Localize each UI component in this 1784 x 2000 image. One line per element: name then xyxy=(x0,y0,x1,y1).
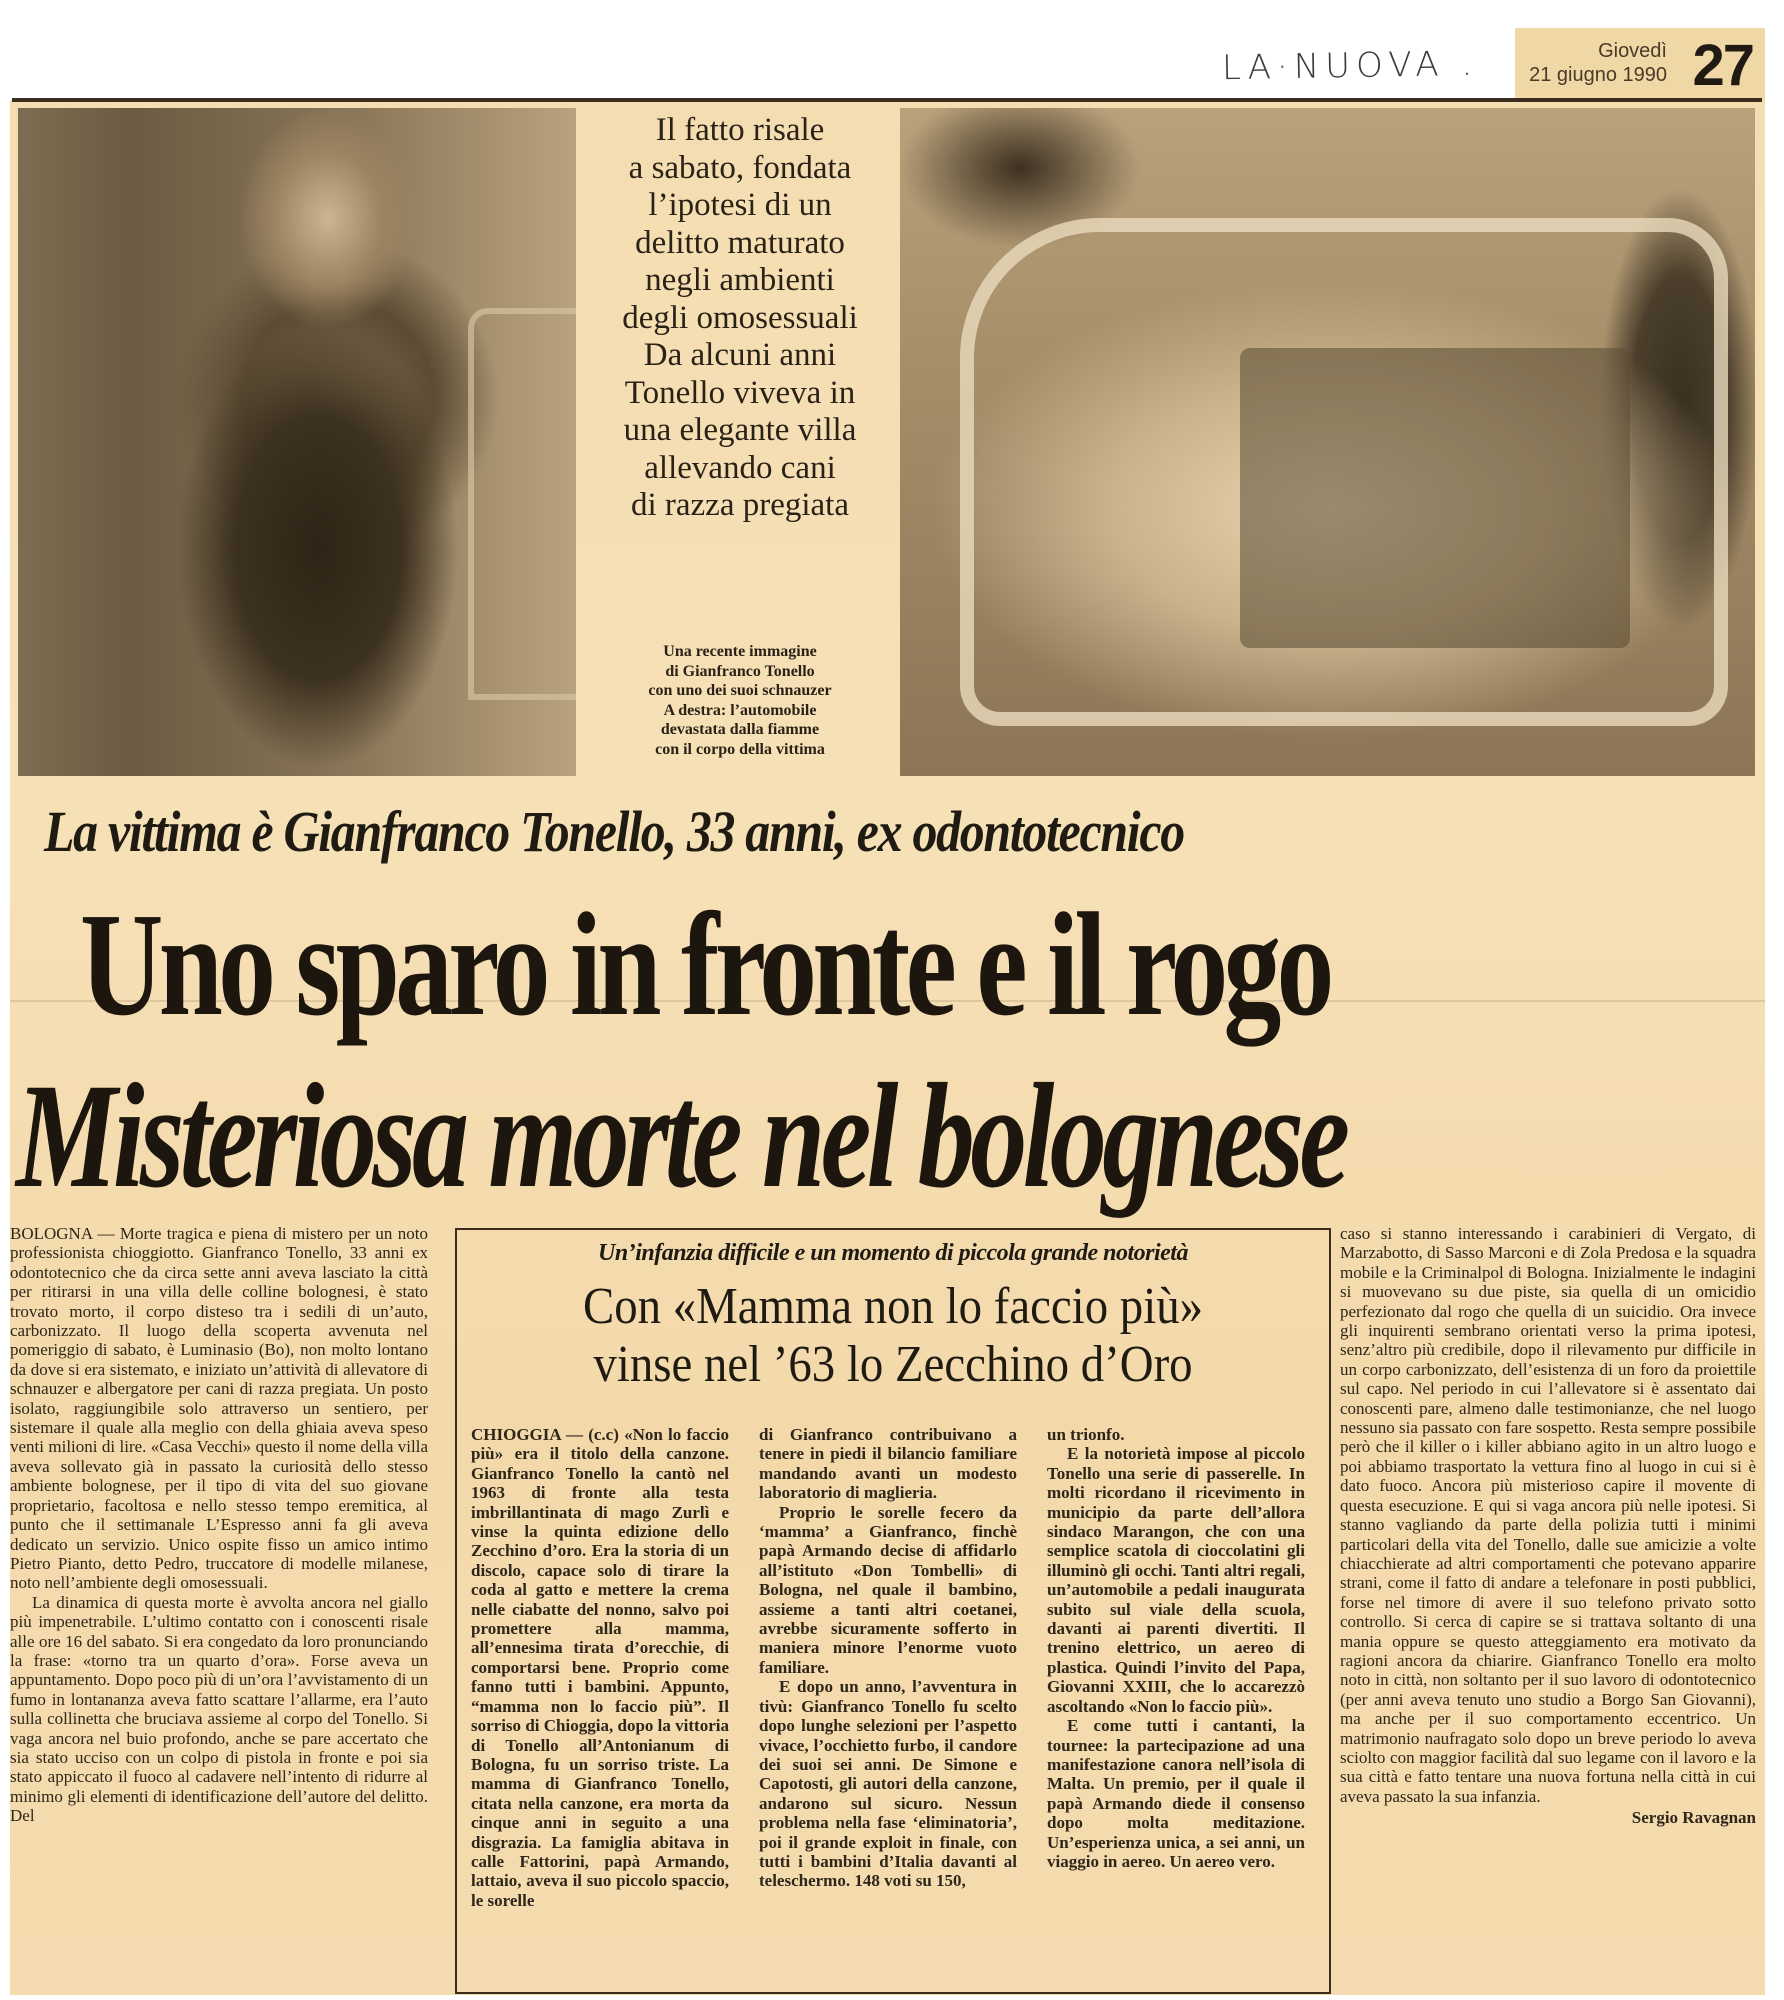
headline-main: Uno sparo in fronte e il rogo xyxy=(80,883,1330,1047)
caption-line: devastata dalla fiamme xyxy=(660,721,820,738)
pull-quote-line: a sabato, fondata xyxy=(628,149,852,186)
photo-victim-with-dog xyxy=(18,108,576,776)
caption-line: di Gianfranco Tonello xyxy=(665,662,815,680)
caption-line: A destra: l’automobile xyxy=(663,701,817,719)
sidebar-paragraph: un trionfo. xyxy=(1047,1425,1125,1444)
sidebar-paragraph: E la notorietà impose al piccolo Tonello una serie di passerelle. In molti ricordano il ricevimento in municipio da parte dell’allora sindaco Marangon, che con una semplice scatola di cioccolatini gli illuminò gli occhi. Tanti altri regali, un’automobile a pedali inaugurata subito sul viale della scuola, davanti ai parenti divertiti. Il trenino elettrico, un aereo di plastica. Quindi l’invito del Papa, Giovanni XXIII, che lo accarezzò ascoltando «Non lo faccio più». xyxy=(1047,1444,1305,1716)
pull-quote-line: l’ipotesi di un xyxy=(648,187,832,223)
caption-line: con il corpo della vittima xyxy=(655,740,825,758)
sidebar-kicker: Un’infanzia difficile e un momento di piccola grande notorietà xyxy=(598,1240,1188,1266)
article-column-left xyxy=(10,1224,428,1826)
pull-quote-line: Da alcuni anni xyxy=(643,337,837,373)
photo-chair-shape xyxy=(468,308,576,700)
handwritten-source-note: LA·NUOVA . xyxy=(1221,43,1479,89)
day-of-week: Giovedì xyxy=(1598,40,1667,62)
issue-date: 21 giugno 1990 xyxy=(1529,64,1667,86)
sidebar-title xyxy=(501,1278,1286,1394)
photo-caption xyxy=(590,642,890,759)
sidebar-article-box xyxy=(455,1228,1331,1994)
article-paragraph: caso si stanno interessando i carabinieri di Vergato, di Marzabotto, di Sasso Marconi e di Zola Predosa e la squadra mobile e la Criminalpol di Bologna. Inizialmente le indagini si muovevano su due piste, sia quella di un omicidio perfezionato dal rogo che quella di un suicidio. Ora invece gli inquirenti sembrano orientati verso la prima ipotesi, senz’altro più credibile, dopo il rilevamento pur difficile in un corpo carbonizzato, dell’esistenza di un foro da proiettile sul capo. Nel periodo in cui l’allevatore si è assentato dai conoscenti pare, almeno dalle testimonianze, che nel luogo nessuno sia passato con fare sospetto. Resta sempre possibile però che il killer o i killer abbiano agito in un altro luogo e poi abbiamo trasportato la vettura fino al luogo in cui si è dato fuoco. Ancora più misterioso capire il movente di questa esecuzione. E qui si vaga ancora più nelle ipotesi. Si stanno vagliando da parte della polizia tutti i minimi particolari della vita del Tonello, dalle sue amicizie a volte chiacchierate ad altri comportamenti che potevano apparire strani, come il fatto di andare a telefonare in posti pubblici, forse nel timore di avere il suo telefono privato sotto controllo. Si cerca di capire se si trattava soltanto di una mania oppure se questo atteggiamento era motivato da ragioni ancora da chiarire. Gianfranco Tonello era molto noto in città, non soltanto per il suo lavoro di odontotecnico (per anni aveva tenuto uno studio a Borgo San Giovanni), ma anche per il suo comportamento eccentrico. Un matrimonio naufragato solo dopo un breve periodo lo aveva sciolto con maggior facilità dal suo legame con il lavoro e la sua città e fatto tentare una nuova fortuna nella città in cui aveva passato la sua infanzia. xyxy=(1340,1224,1756,1806)
pull-quote-line: Il fatto risale xyxy=(655,112,825,148)
page-number: 27 xyxy=(1692,33,1753,98)
sidebar-title-line-1: Con «Mamma non lo faccio più» xyxy=(583,1278,1203,1335)
pull-quote-line: allevando cani xyxy=(644,449,836,486)
headline-overline: La vittima è Gianfranco Tonello, 33 anni, ex odontotecnico xyxy=(44,799,1184,864)
article-paragraph: La dinamica di questa morte è avvolta ancora nel giallo più impenetrabile. L’ultimo contatto con i conoscenti risale alle ore 16 del sabato. Si era congedato da loro pronunciando la frase: «torno tra un quarto d’ora». Forse aveva un appuntamento. Dopo poco più di un’ora l’avvistamento di un fumo in lontananza aveva fatto scattare l’allarme, era l’auto sulla collinetta che bruciava assieme al corpo del Tonello. Si vaga ancora nel buio profondo, anche se pare accertato che sia stato ucciso con un colpo di pistola in fronte e poi sia stato appiccato il fuoco al cadavere nell’intento di ridurre al minimo gli elementi di identificazione dell’autore del delitto. Del xyxy=(10,1592,428,1826)
photo-car-window-shape xyxy=(1240,348,1630,648)
sidebar-column-2 xyxy=(759,1425,1017,1891)
header-rule xyxy=(12,98,1762,102)
sidebar-column-1 xyxy=(471,1425,729,1910)
sidebar-title-line-2: vinse nel ’63 lo Zecchino d’Oro xyxy=(593,1336,1193,1393)
pull-quote-line: degli omosessuali xyxy=(622,299,858,336)
sidebar-paragraph: CHIOGGIA — (c.c) «Non lo faccio più» era il titolo della canzone. Gianfranco Tonello la cantò nel 1963 di fronte alla testa imbrillantinata di mago Zurlì e vinse la quinta edizione dello Zecchino d’oro. Era la storia di un discolo, capace solo di tirare la coda al gatto e mettere la crema nelle ciabatte del nonno, salvo poi promettere alla mamma, all’ennesima tirata d’orecchie, di comportarsi bene. Proprio come fanno tutti i bambini. Appunto, “mamma non lo faccio più”. Il sorriso di Chioggia, dopo la vittoria di Tonello all’Antonianum di Bologna, fu un sorriso triste. La mamma di Gianfranco Tonello, citata nella canzone, era morta da cinque anni in seguito a una disgrazia. La famiglia abitava in calle Fattorini, papà Armando, lattaio, aveva il suo piccolo spaccio, le sorelle xyxy=(471,1425,729,1910)
pull-quote-line: una elegante villa xyxy=(623,412,857,448)
byline: Sergio Ravagnan xyxy=(1631,1808,1756,1828)
page-header-date-block xyxy=(1515,28,1765,100)
caption-line: con uno dei suoi schnauzer xyxy=(648,682,832,699)
sidebar-column-3 xyxy=(1047,1425,1305,1871)
pull-quote-line: Tonello viveva in xyxy=(624,374,856,411)
photo-burned-car xyxy=(900,108,1755,776)
pull-quote-line: negli ambienti xyxy=(645,262,835,298)
sidebar-paragraph: E come tutti i cantanti, la tournee: la partecipazione ad una manifestazione canora nell’isola di Malta. Un premio, per il quale il papà Armando diede il consenso dopo molta meditazione. Un’esperienza unica, a sei anni, un viaggio in aereo. Un aereo vero. xyxy=(1047,1716,1305,1871)
article-paragraph: BOLOGNA — Morte tragica e piena di mistero per un noto professionista chioggiotto. Gianfranco Tonello, 33 anni ex odontotecnico che da circa sette anni aveva lasciato la città per ritirarsi in una villa delle colline bolognesi, è stato trovato morto, il corpo disteso tra i sedili di un’auto, carbonizzato. Il luogo della scoperta avvenuta nel pomeriggio di sabato, è Luminasio (Bo), non molto lontano da dove si era sistemato, e iniziato un’attività di allevatore di schnauzer e albergatore per cani di razza pregiata. Un posto isolato, raggiungibile solo attraverso un sentiero, per sistemare il quale alla meglio con della ghiaia aveva speso venti milioni di lire. «Casa Vecchi» questo il nome della villa aveva sollevato già in passato la curiosità dello stesso ambiente bolognese, per il tipo di vita del suo giovane proprietario, facoltosa e nello stesso tempo eremitica, al punto che il settimanale L’Espresso anni fa gli aveva dedicato un servizio. Unico ospite fisso un amico intimo Pietro Pianto, detto Pedro, truccatore di modelle milanese, noto nell’ambiente degli omosessuali. xyxy=(10,1224,428,1593)
sidebar-paragraph: di Gianfranco contribuivano a tenere in piedi il bilancio familiare mandando avanti un modesto laboratorio di maglieria. xyxy=(759,1425,1017,1503)
pull-quote xyxy=(590,112,890,525)
headline-secondary: Misteriosa morte nel bolognese xyxy=(16,1053,1346,1219)
sidebar-paragraph: Proprio le sorelle fecero da ‘mamma’ a Gianfranco, finchè papà Armando decise di affidarlo all’istituto «Don Tombelli» di Bologna, nel quale il bambino, assieme a tanti altri coetanei, avrebbe sicuramente sofferto in maniera minore l’enorme vuoto familiare. xyxy=(759,1502,1017,1677)
pull-quote-line: di razza pregiata xyxy=(630,487,849,523)
pull-quote-line: delitto maturato xyxy=(635,224,845,261)
caption-line: Una recente immagine xyxy=(663,643,817,660)
article-column-right xyxy=(1340,1224,1756,1828)
sidebar-paragraph: E dopo un anno, l’avventura in tivù: Gianfranco Tonello fu scelto dopo lunghe selezioni per l’aspetto vivace, l’occhietto furbo, il candore dei suoi sei anni. De Simone e Capotosti, gli autori della canzone, andarono sul sicuro. Nessun problema nella fase ‘eliminatoria’, poi il grande exploit in finale, con tutti i bambini d’Italia davanti al teleschermo. 148 voti su 150, xyxy=(759,1677,1017,1891)
